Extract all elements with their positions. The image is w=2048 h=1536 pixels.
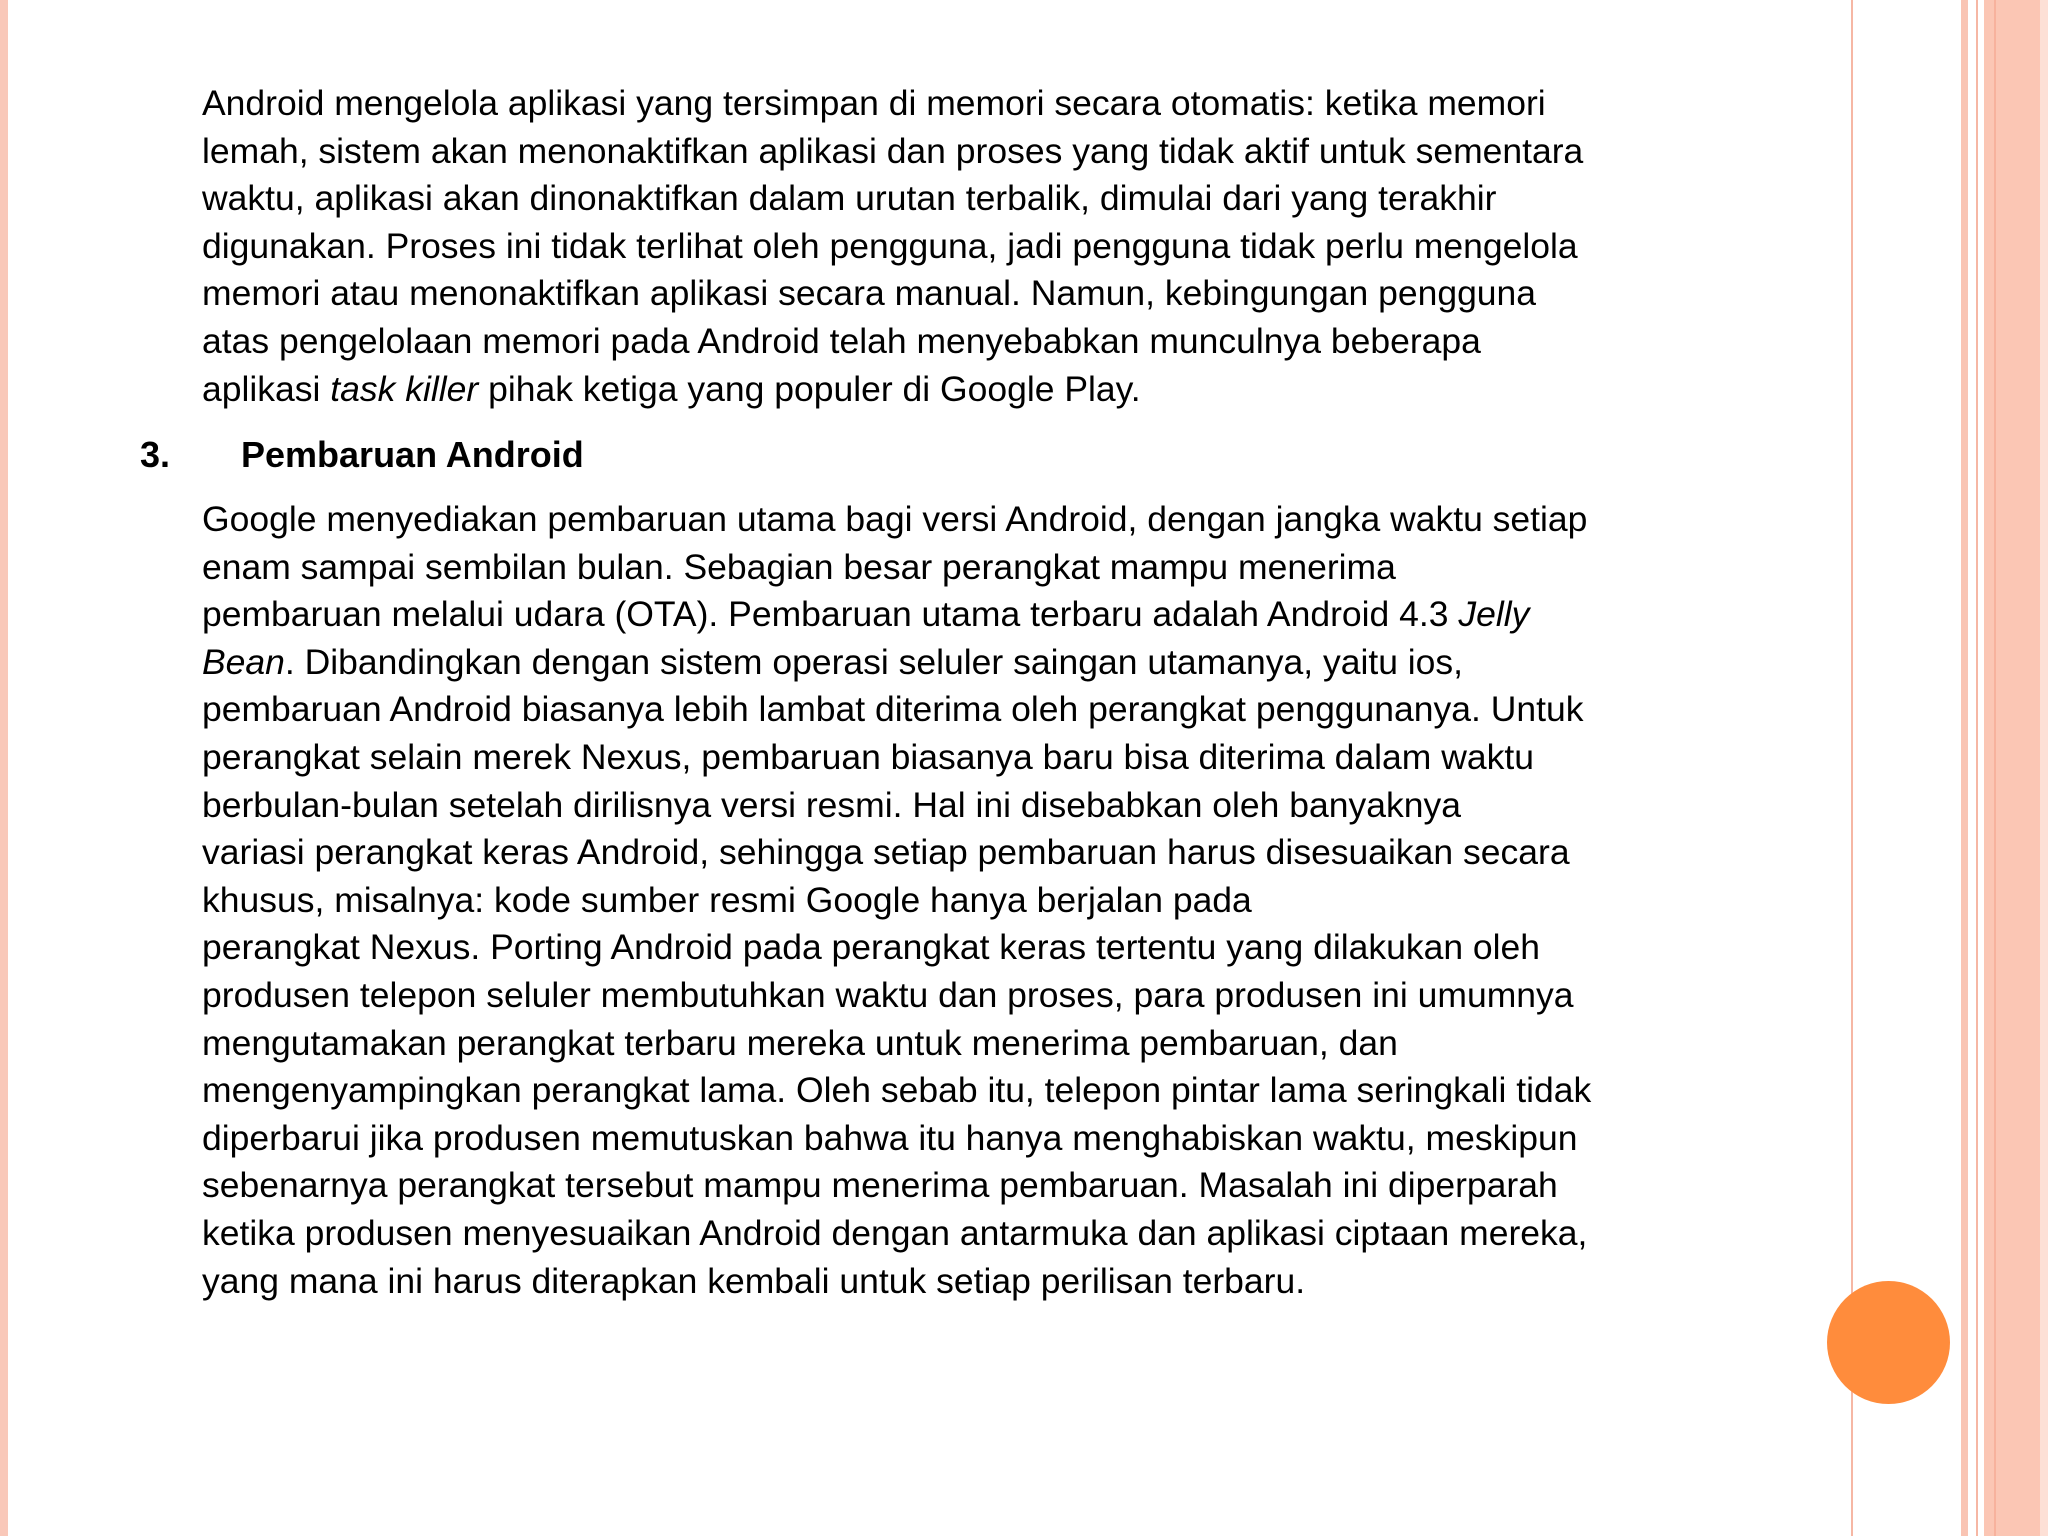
text-line: perangkat Nexus. Porting Android pada perangkat keras tertentu yang dilakukan oleh — [202, 927, 1541, 968]
text-line: Android mengelola aplikasi yang tersimpan di memori secara otomatis: ketika memori — [202, 83, 1546, 123]
text-line — [202, 366, 1782, 414]
text-line: Google menyediakan pembaruan utama bagi versi Android, dengan jangka waktu setiap — [202, 499, 1588, 539]
decorative-orange-circle — [1827, 1281, 1950, 1404]
text-fragment: pembaruan melalui udara (OTA). Pembaruan utama terbaru adalah Android 4.3 — [202, 594, 1459, 635]
text-line: atas pengelolaan memori pada Android telah menyebabkan munculnya beberapa — [202, 320, 1481, 361]
text-line: mengenyampingkan perangkat lama. Oleh sebab itu, telepon pintar lama seringkali tidak — [202, 1070, 1592, 1111]
text-line — [202, 639, 1782, 687]
italic-term: Jelly — [1458, 594, 1530, 635]
text-line: memori atau menonaktifkan aplikasi secara manual. Namun, kebingungan pengguna — [202, 273, 1537, 314]
section-title: Pembaruan Android — [241, 434, 584, 475]
decorative-stripe-thin — [1976, 0, 1978, 1536]
text-fragment: pihak ketiga yang populer di Google Play. — [478, 368, 1141, 409]
text-line: diperbarui jika produsen memutuskan bahwa itu hanya menghabiskan waktu, meskipun — [202, 1117, 1578, 1158]
section-number: 3. — [140, 434, 171, 475]
text-line: yang mana ini harus diterapkan kembali untuk setiap perilisan terbaru. — [202, 1260, 1306, 1301]
left-edge-stripe — [0, 0, 8, 1536]
right-edge-stripe — [2040, 0, 2048, 1536]
paragraph-android-updates — [202, 496, 1782, 1305]
italic-term: task killer — [330, 368, 479, 409]
text-line: variasi perangkat keras Android, sehingga setiap pembaruan harus disesuaikan secara — [202, 832, 1570, 873]
decorative-stripe-thin — [1994, 0, 1996, 1536]
italic-term: Bean — [202, 641, 285, 682]
text-line: ketika produsen menyesuaikan Android dengan antarmuka dan aplikasi ciptaan mereka, — [202, 1212, 1588, 1253]
decorative-stripe — [1961, 0, 1968, 1536]
text-line: mengutamakan perangkat terbaru mereka untuk menerima pembaruan, dan — [202, 1022, 1398, 1063]
text-line: berbulan-bulan setelah dirilisnya versi resmi. Hal ini disebabkan oleh banyaknya — [202, 784, 1461, 825]
text-line: waktu, aplikasi akan dinonaktifkan dalam urutan terbalik, dimulai dari yang terakhir — [202, 178, 1497, 219]
text-line: produsen telepon seluler membutuhkan waktu dan proses, para produsen ini umumnya — [202, 974, 1574, 1015]
text-line — [202, 591, 1782, 639]
text-fragment: . Dibandingkan dengan sistem operasi seluler saingan utamanya, yaitu ios, — [284, 641, 1464, 682]
text-line: lemah, sistem akan menonaktifkan aplikasi dan proses yang tidak aktif untuk sementara — [202, 130, 1584, 171]
text-line: khusus, misalnya: kode sumber resmi Google hanya berjalan pada — [202, 879, 1252, 920]
text-line: digunakan. Proses ini tidak terlihat oleh pengguna, jadi pengguna tidak perlu mengelola — [202, 225, 1578, 266]
paragraph-memory-management — [202, 80, 1782, 413]
text-line: perangkat selain merek Nexus, pembaruan biasanya baru bisa diterima dalam waktu — [202, 736, 1534, 777]
text-fragment: aplikasi — [202, 368, 331, 409]
text-line: pembaruan Android biasanya lebih lambat diterima oleh perangkat penggunanya. Untuk — [202, 689, 1584, 730]
text-line: sebenarnya perangkat tersebut mampu menerima pembaruan. Masalah ini diperparah — [202, 1165, 1558, 1206]
text-line: enam sampai sembilan bulan. Sebagian besar perangkat mampu menerima — [202, 546, 1396, 587]
